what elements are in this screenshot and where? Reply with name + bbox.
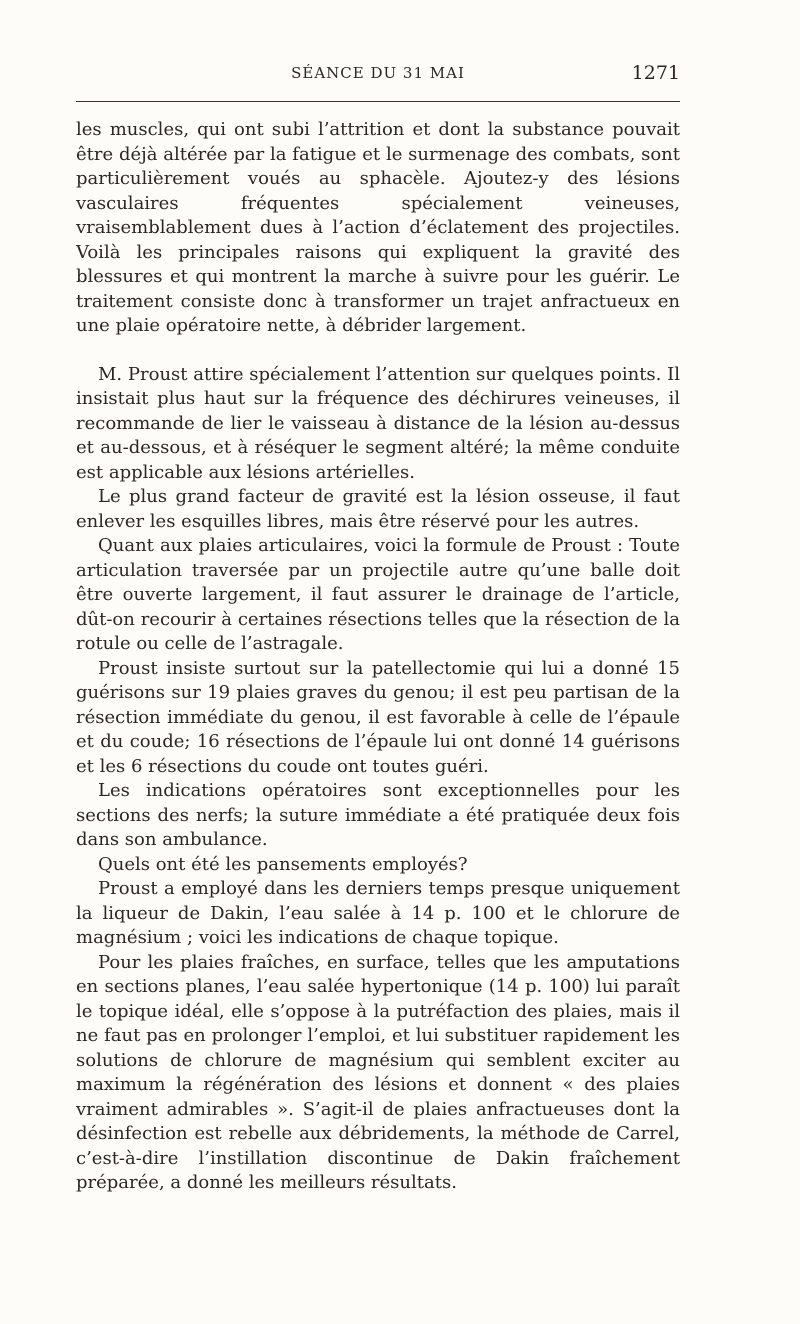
paragraph-dakin: Proust a employé dans les derniers temps presque uniquement la liqueur de Dakin, l’eau salée à 14 p. 100 et le chlorure de magnésium ; voici les indications de chaque topique.	[76, 878, 680, 948]
page-number: 1271	[631, 62, 680, 84]
paragraph-dressings-question: Quels ont été les pansements employés?	[98, 853, 468, 875]
running-title: SÉANCE DU 31 MAI	[291, 64, 465, 82]
paragraph-joint-wounds: Quant aux plaies articulaires, voici la formule de Proust : Toute articulation traversée par un projectile autre qu’une balle doit être ouverte largement, il faut assurer le drainage de l’article, dût-on recourir à certaines résections telles que la résection de la rotule ou celle de l’astragale.	[76, 535, 680, 654]
paragraph-fresh-wounds: Pour les plaies fraîches, en surface, telles que les amputations en sections planes, l’eau salée hypertonique (14 p. 100) lui paraît le topique idéal, elle s’oppose à la putréfaction des plaies, mais il ne faut pas en prolonger l’emploi, et lui substituer rapidement les solutions de chlorure de magnésium qui semblent exciter au maximum la régénération des lésions et donnent « des plaies vraiment admirables ». S’agit-il de plaies anfractueuses dont la désinfection est rebelle aux débridements, la méthode de Carrel, c’est-à-dire l’instillation discontinue de Dakin fraîchement préparée, a donné les meilleurs résultats.	[76, 951, 680, 1193]
paragraph-continuation: les muscles, qui ont subi l’attrition et dont la substance pouvait être déjà altérée par la fatigue et le surmenage des combats, sont particulièrement voués au sphacèle. Ajoutez-y des lésions vasculaires fréquentes spécialement veineuses, vraisemblablement dues à l’action d’éclatement des projectiles. Voilà les principales raisons qui expliquent la gravité des blessures et qui montrent la marche à suivre pour les guérir. Le traitement consiste donc à transformer un trajet anfractueux en une plaie opératoire nette, à débrider largement.	[76, 119, 680, 336]
page-header	[76, 64, 680, 88]
paragraph-bone-lesion: Le plus grand facteur de gravité est la lésion osseuse, il faut enlever les esquilles libres, mais être réservé pour les autres.	[76, 486, 680, 532]
header-rule	[76, 101, 680, 102]
paragraph-patellectomy: Proust insiste surtout sur la patellectomie qui lui a donné 15 guérisons sur 19 plaies graves du genou; il est peu partisan de la résection immédiate du genou, il est favorable à celle de l’épaule et du coude; 16 résections de l’épaule lui ont donné 14 guérisons et les 6 résections du coude ont toutes guéri.	[76, 657, 680, 777]
paragraph-proust-points: M. Proust attire spécialement l’attention sur quelques points. Il insistait plus haut sur la fréquence des déchirures veineuses, il recommande de lier le vaisseau à distance de la lésion au-dessus et au-dessous, et à réséquer le segment altéré; la même conduite est applicable aux lésions artérielles.	[76, 363, 680, 483]
paragraph-nerve-sections: Les indications opératoires sont exceptionnelles pour les sections des nerfs; la suture immédiate a été pratiquée deux fois dans son ambulance.	[76, 780, 680, 850]
body-text	[76, 118, 680, 1196]
